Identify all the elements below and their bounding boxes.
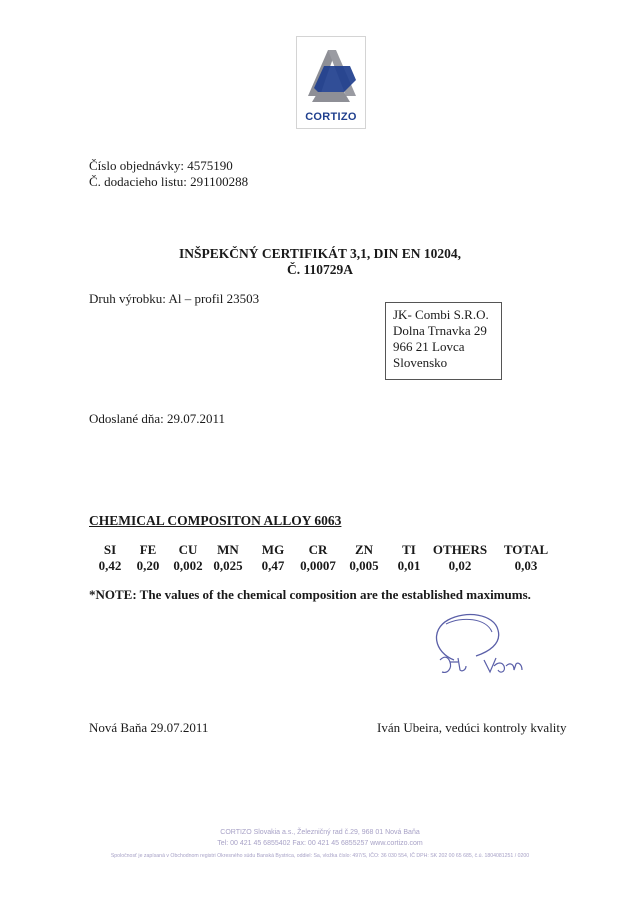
- cortizo-logo-icon: [304, 44, 360, 108]
- product-type: Druh výrobku: Al – profil 23503: [89, 291, 260, 306]
- element-value: 0,025: [213, 558, 243, 573]
- delivery-note-number: Č. dodacieho listu: 291100288: [89, 174, 249, 189]
- shipped-date: Odoslané dňa: 29.07.2011: [89, 411, 225, 426]
- footer-contact: Tel: 00 421 45 6855402 Fax: 00 421 45 6855257 www.cortizo.com: [217, 840, 423, 847]
- composition-note: *NOTE: The values of the chemical composition are the established maximums.: [89, 587, 531, 602]
- certificate-number: Č. 110729A: [286, 262, 353, 277]
- element-value: 0,002: [173, 558, 203, 573]
- element-name: TOTAL: [503, 542, 549, 557]
- handwritten-signature: [428, 612, 532, 682]
- element-name: SI: [103, 542, 117, 557]
- element-name: FE: [139, 542, 157, 557]
- element-value: 0,005: [349, 558, 379, 573]
- footer-company-address: CORTIZO Slovakia a.s., Železničný rad č.29, 968 01 Nová Baňa: [220, 829, 420, 836]
- element-value: 0,01: [397, 558, 421, 573]
- recipient-line: JK- Combi S.R.O.: [393, 307, 489, 322]
- cortizo-logo: [296, 36, 366, 129]
- order-number: Číslo objednávky: 4575190: [89, 158, 233, 173]
- recipient-address-box: [385, 302, 502, 380]
- element-value: 0,0007: [300, 558, 336, 573]
- logo-text: CORTIZO: [305, 111, 357, 123]
- place-and-date: Nová Baňa 29.07.2011: [89, 720, 209, 735]
- element-value: 0,03: [514, 558, 538, 573]
- element-name: OTHERS: [432, 542, 488, 557]
- element-name: ZN: [354, 542, 374, 557]
- element-value: 0,47: [261, 558, 285, 573]
- element-name: CU: [178, 542, 198, 557]
- element-name: MG: [261, 542, 285, 557]
- signatory-name: Iván Ubeira, vedúci kontroly kvality: [377, 720, 567, 735]
- element-name: CR: [308, 542, 328, 557]
- certificate-title: INŠPEKČNÝ CERTIFIKÁT 3,1, DIN EN 10204,: [178, 246, 462, 261]
- recipient-line: Dolna Trnavka 29: [393, 323, 487, 338]
- element-name: MN: [217, 542, 239, 557]
- element-value: 0,02: [448, 558, 472, 573]
- chemical-composition-heading: CHEMICAL COMPOSITON ALLOY 6063: [89, 513, 342, 528]
- element-value: 0,42: [98, 558, 122, 573]
- footer-registration: Spoločnosť je zapísaná v Obchodnom registri Okresného súdu Banská Bystrica, oddiel: Sa, vložka číslo: 497/S, IČO: 36 030 554, IČ DPH: SK 202 00 65 685, č.ú. 1804081251 / 0200: [110, 853, 530, 859]
- element-value: 0,20: [136, 558, 160, 573]
- recipient-line: 966 21 Lovca: [393, 339, 465, 354]
- recipient-line: Slovensko: [393, 355, 448, 370]
- element-name: TI: [402, 542, 416, 557]
